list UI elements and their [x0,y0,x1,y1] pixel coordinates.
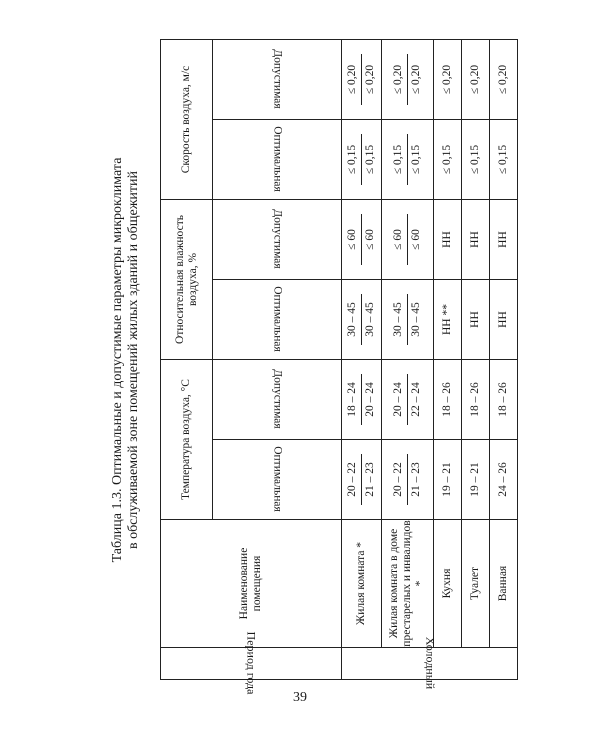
speed-optimal-value: ≤ 0,15 [434,120,462,200]
page-number: 39 [293,690,307,705]
temp-allowed-value: 20 – 24 22 – 24 [382,360,434,440]
temperature-header: Температура воздуха, °С [161,360,213,520]
temp-optimal-value: 20 – 22 21 – 23 [382,440,434,520]
period-header: Период года [161,648,342,680]
temp-optimal-value: 24 – 26 [490,440,518,520]
rotated-page-content [110,40,509,695]
caption-line-1: Таблица 1.3. Оптимальные и допустимые параметры микроклимата [110,157,125,563]
temp-allowed-value: 18 – 26 [434,360,462,440]
temp-allowed-value: 18 – 24 20 – 24 [342,360,382,440]
table-caption [110,40,142,680]
speed-header: Скорость воздуха, м/с [161,40,213,200]
season-cell: Холодный [342,648,518,680]
temp-optimal-value: 19 – 21 [462,440,490,520]
speed-allowed-value: ≤ 0,20 [462,40,490,120]
room-name: Туалет [462,520,490,648]
speed-optimal-value: ≤ 0,15 [462,120,490,200]
table-row [342,40,382,680]
humidity-header: Относительная влажность воздуха, % [161,200,213,360]
table-row [434,40,462,680]
temp-allowed-value: 18 – 26 [462,360,490,440]
humidity-allowed-value: НН [462,200,490,280]
humidity-optimal-value: НН [462,280,490,360]
humidity-allowed-value: ≤ 60 ≤ 60 [382,200,434,280]
temp-allowed-header: Допустимая [213,360,342,440]
room-header: Наименование помещения [161,520,342,648]
speed-allowed-value: ≤ 0,20 [490,40,518,120]
table-row [462,40,490,680]
humidity-optimal-value: 30 – 45 30 – 45 [342,280,382,360]
humidity-allowed-header: Допустимая [213,200,342,280]
humidity-optimal-value: 30 – 45 30 – 45 [382,280,434,360]
humidity-allowed-value: ≤ 60 ≤ 60 [342,200,382,280]
speed-allowed-value: ≤ 0,20 ≤ 0,20 [382,40,434,120]
room-name: Жилая комната в доме престарелых и инвалидов * [382,520,434,648]
room-name: Ванная [490,520,518,648]
humidity-allowed-value: НН [434,200,462,280]
caption-line-2: в обслуживаемой зоне помещений жилых зданий и общежитий [126,170,141,550]
table-row [490,40,518,680]
humidity-allowed-value: НН [490,200,518,280]
room-name: Кухня [434,520,462,648]
temp-optimal-value: 19 – 21 [434,440,462,520]
table-row [382,40,434,680]
speed-optimal-value: ≤ 0,15 ≤ 0,15 [342,120,382,200]
speed-allowed-value: ≤ 0,20 [434,40,462,120]
temp-optimal-header: Оптимальная [213,440,342,520]
speed-optimal-value: ≤ 0,15 ≤ 0,15 [382,120,434,200]
speed-allowed-value: ≤ 0,20 ≤ 0,20 [342,40,382,120]
temp-allowed-value: 18 – 26 [490,360,518,440]
speed-optimal-value: ≤ 0,15 [490,120,518,200]
header-row-1 [161,40,213,680]
humidity-optimal-header: Оптимальная [213,280,342,360]
humidity-optimal-value: НН [490,280,518,360]
humidity-optimal-value: НН ** [434,280,462,360]
microclimate-table [160,39,518,695]
speed-allowed-header: Допустимая [213,40,342,120]
room-name: Жилая комната * [342,520,382,648]
speed-optimal-header: Оптимальная [213,120,342,200]
temp-optimal-value: 20 – 22 21 – 23 [342,440,382,520]
